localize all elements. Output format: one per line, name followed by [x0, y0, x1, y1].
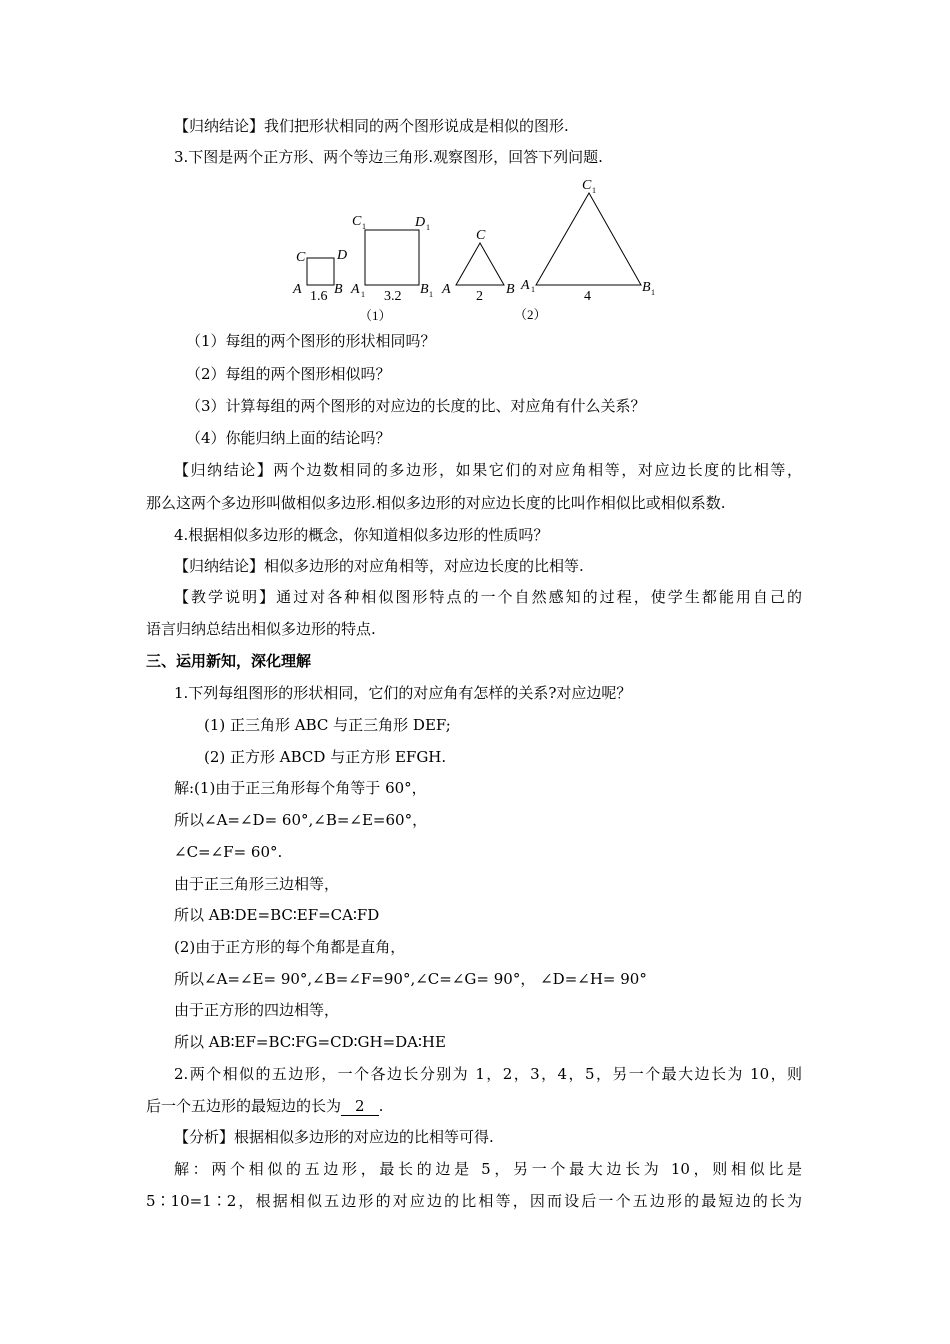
side-4: 4 [584, 289, 591, 304]
exercise-1-part1: (1) 正三角形 ABC 与正三角形 DEF; [204, 716, 451, 734]
solution-2-line2: 5∶10=1∶2，根据相似五边形的对应边的比相等，因而设后一个五边形的最短边的长为 [146, 1192, 802, 1210]
big-triangle [536, 193, 641, 285]
conclusion-properties: 【归纳结论】相似多边形的对应角相等，对应边长度的比相等. [174, 557, 584, 575]
label-A-triangle: A [442, 282, 451, 297]
exercise-2-line2 [146, 1096, 383, 1116]
solution-line: 所以 AB∶EF=BC∶FG=CD∶GH=DA∶HE [174, 1033, 446, 1051]
side-2: 2 [476, 289, 483, 304]
sub-C1-triangle: 1 [592, 186, 596, 195]
question-4: 4.根据相似多边形的概念，你知道相似多边形的性质吗？ [174, 526, 549, 544]
sub-D1: 1 [426, 223, 430, 232]
group-1-caption: （1） [359, 308, 392, 323]
label-C-triangle: C [476, 228, 486, 243]
teaching-note-line1: 【教学说明】通过对各种相似图形特点的一个自然感知的过程，使学生都能用自己的 [174, 588, 802, 606]
exercise-1: 1.下列每组图形的形状相同，它们的对应角有怎样的关系?对应边呢？ [174, 684, 632, 702]
solution-line: 解:(1)由于正三角形每个角等于 60°， [174, 779, 427, 797]
label-B-triangle: B [506, 282, 515, 297]
solution-line: 由于正三角形三边相等， [174, 875, 340, 893]
label-C1: C [352, 214, 362, 229]
side-1.6: 1.6 [310, 289, 328, 304]
label-A1-square: A [351, 282, 360, 297]
solution-line: (2)由于正方形的每个角都是直角， [174, 938, 406, 956]
subquestion-1: （1）每组的两个图形的形状相同吗？ [186, 332, 436, 350]
analysis: 【分析】根据相似多边形的对应边的比相等可得. [174, 1128, 494, 1146]
question-3: 3.下图是两个正方形、两个等边三角形.观察图形，回答下列问题. [174, 148, 603, 166]
sub-B1-triangle: 1 [651, 288, 655, 297]
solution-line: 由于正方形的四边相等， [174, 1001, 340, 1019]
subquestion-2: （2）每组的两个图形相似吗？ [186, 365, 391, 383]
section-heading-3: 三、运用新知，深化理解 [146, 652, 312, 670]
exercise-1-part2: (2) 正方形 ABCD 与正方形 EFGH. [204, 748, 447, 766]
solution-line: 所以 AB∶DE=BC∶EF=CA∶FD [174, 906, 380, 924]
exercise-2-question-text: 后一个五边形的最短边的长为 [146, 1097, 342, 1115]
label-D1: D [415, 215, 426, 230]
subquestion-4: （4）你能归纳上面的结论吗？ [186, 429, 391, 447]
group-2-caption: （2） [514, 307, 547, 322]
conclusion-similar-figures: 【归纳结论】我们把形状相同的两个图形说成是相似的图形. [174, 117, 569, 135]
sub-B1: 1 [429, 290, 433, 299]
sub-C1: 1 [362, 222, 366, 231]
label-B: B [334, 282, 343, 297]
conclusion-definition-line2: 那么这两个多边形叫做相似多边形.相似多边形的对应边长度的比叫作相似比或相似系数. [146, 494, 726, 512]
label-A1-triangle: A [521, 278, 530, 293]
solution-2-line1: 解：两个相似的五边形，最长的边是 5，另一个最大边长为 10，则相似比是 [174, 1160, 802, 1178]
sub-A1-triangle: 1 [531, 285, 535, 294]
solution-line: ∠C=∠F= 60°. [174, 843, 283, 861]
sub-A1-square: 1 [361, 290, 365, 299]
label-B1-triangle: B [642, 280, 651, 295]
subquestion-3: （3）计算每组的两个图形的对应边的长度的比、对应角有什么关系？ [186, 397, 646, 415]
label-D: D [337, 248, 348, 263]
solution-line: 所以∠A=∠E= 90°,∠B=∠F=90°,∠C=∠G= 90°， ∠D=∠H= 90° [174, 970, 647, 988]
conclusion-definition-line1: 【归纳结论】两个边数相同的多边形，如果它们的对应角相等，对应边长度的比相等， [174, 461, 802, 479]
exercise-2-period: . [378, 1097, 384, 1115]
answer-blank: 2 [341, 1097, 379, 1116]
label-B1: B [420, 282, 429, 297]
teaching-note-line2: 语言归纳总结出相似多边形的特点. [146, 620, 376, 638]
label-C: C [296, 250, 306, 265]
small-square [307, 258, 334, 285]
label-A: A [293, 282, 302, 297]
similar-shapes-figure [288, 172, 668, 327]
side-3.2: 3.2 [384, 289, 402, 304]
label-C1-triangle: C [582, 178, 592, 193]
big-square [365, 230, 419, 285]
solution-line: 所以∠A=∠D= 60°,∠B=∠E=60°， [174, 811, 428, 829]
exercise-2-line1: 2.两个相似的五边形，一个各边长分别为 1，2，3，4，5，另一个最大边长为 10，则 [174, 1065, 802, 1083]
small-triangle [456, 243, 504, 285]
